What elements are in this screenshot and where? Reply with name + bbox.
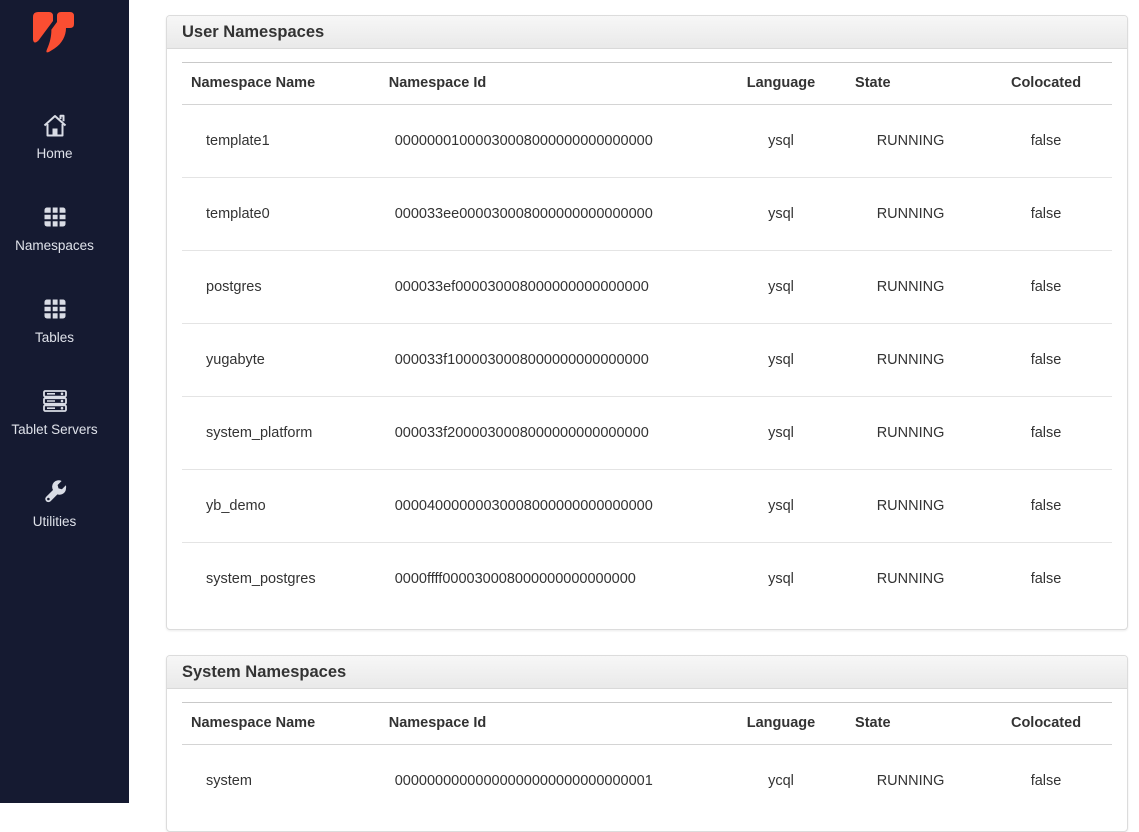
cell-namespace_id: 000033f1000030008000000000000000 bbox=[380, 324, 721, 397]
column-header-colocated: Colocated bbox=[980, 703, 1112, 745]
sidebar-item-namespaces[interactable] bbox=[5, 202, 105, 254]
cell-colocated: false bbox=[980, 324, 1112, 397]
cell-name: system_platform bbox=[182, 397, 380, 470]
cell-name: template0 bbox=[182, 178, 380, 251]
cell-namespace_id: 00004000000030008000000000000000 bbox=[380, 470, 721, 543]
cell-state: RUNNING bbox=[841, 470, 980, 543]
home-icon bbox=[41, 110, 69, 140]
cell-state: RUNNING bbox=[841, 397, 980, 470]
sidebar bbox=[0, 0, 129, 803]
cell-namespace_id: 000033ef000030008000000000000000 bbox=[380, 251, 721, 324]
cell-namespace_id: 000033f2000030008000000000000000 bbox=[380, 397, 721, 470]
cell-language: ycql bbox=[768, 773, 794, 789]
namespaces-icon bbox=[41, 202, 69, 232]
table-row bbox=[182, 397, 1112, 470]
table-row bbox=[182, 745, 1112, 818]
cell-language: ysql bbox=[721, 178, 841, 251]
cell-state: RUNNING bbox=[876, 773, 945, 789]
table-header-row bbox=[182, 703, 1112, 745]
cell-name: system_postgres bbox=[182, 543, 380, 616]
cell-language: ysql bbox=[721, 251, 841, 324]
cell-language: ysql bbox=[721, 543, 841, 616]
user-namespaces-panel bbox=[166, 15, 1128, 630]
namespaces-table bbox=[182, 702, 1112, 817]
cell-name: system bbox=[206, 773, 252, 789]
sidebar-nav bbox=[5, 110, 105, 530]
sidebar-item-home[interactable] bbox=[5, 110, 105, 162]
yugabyte-logo-icon bbox=[33, 12, 77, 54]
cell-language: ysql bbox=[721, 324, 841, 397]
sidebar-item-label: Tablet Servers bbox=[11, 422, 98, 437]
cell-colocated: false bbox=[1030, 773, 1062, 789]
cell-state: RUNNING bbox=[841, 251, 980, 324]
sidebar-item-utilities[interactable] bbox=[5, 478, 105, 530]
cell-namespace_id: 000033ee000030008000000000000000 bbox=[380, 178, 721, 251]
tablet-servers-icon bbox=[41, 386, 69, 416]
cell-colocated: false bbox=[980, 251, 1112, 324]
column-header-language: Language bbox=[721, 703, 841, 745]
column-header-name: Namespace Name bbox=[182, 63, 380, 105]
cell-state: RUNNING bbox=[841, 178, 980, 251]
cell-colocated: false bbox=[980, 178, 1112, 251]
table-row bbox=[182, 543, 1112, 616]
cell-colocated: false bbox=[980, 470, 1112, 543]
cell-language: ysql bbox=[721, 397, 841, 470]
table-row bbox=[182, 324, 1112, 397]
cell-colocated: false bbox=[1030, 133, 1062, 149]
sidebar-item-label: Utilities bbox=[32, 514, 77, 529]
sidebar-item-tables[interactable] bbox=[5, 294, 105, 346]
cell-name: template1 bbox=[206, 133, 270, 149]
cell-namespace_id: 00000001000030008000000000000000 bbox=[394, 133, 653, 149]
yugabyte-logo[interactable] bbox=[33, 12, 77, 54]
system-namespaces-panel bbox=[166, 655, 1128, 832]
column-header-colocated: Colocated bbox=[980, 63, 1112, 105]
table-row bbox=[182, 178, 1112, 251]
table-header-row bbox=[182, 63, 1112, 105]
cell-name: postgres bbox=[182, 251, 380, 324]
cell-language: ysql bbox=[768, 133, 794, 149]
cell-state: RUNNING bbox=[876, 133, 945, 149]
sidebar-item-label: Namespaces bbox=[15, 238, 94, 253]
panel-body bbox=[167, 49, 1127, 629]
tables-icon bbox=[41, 294, 69, 324]
main-content bbox=[129, 0, 1139, 803]
cell-state: RUNNING bbox=[841, 543, 980, 616]
panel-title: System Namespaces bbox=[167, 656, 1127, 689]
cell-language: ysql bbox=[721, 470, 841, 543]
panel-title: User Namespaces bbox=[167, 16, 1127, 49]
column-header-state: State bbox=[841, 63, 980, 105]
table-row bbox=[182, 105, 1112, 178]
cell-colocated: false bbox=[980, 543, 1112, 616]
namespaces-table bbox=[182, 62, 1112, 615]
sidebar-item-label: Home bbox=[36, 146, 73, 161]
panel-body bbox=[167, 689, 1127, 831]
cell-name: yugabyte bbox=[182, 324, 380, 397]
cell-namespace_id: 00000000000000000000000000000001 bbox=[394, 773, 653, 789]
table-row bbox=[182, 470, 1112, 543]
sidebar-item-label: Tables bbox=[34, 330, 75, 345]
cell-name: yb_demo bbox=[182, 470, 380, 543]
column-header-name: Namespace Name bbox=[182, 703, 380, 745]
cell-namespace_id: 0000ffff000030008000000000000000 bbox=[380, 543, 721, 616]
table-row bbox=[182, 251, 1112, 324]
cell-state: RUNNING bbox=[841, 324, 980, 397]
cell-colocated: false bbox=[980, 397, 1112, 470]
utilities-icon bbox=[41, 478, 69, 508]
column-header-namespace_id: Namespace Id bbox=[380, 63, 721, 105]
column-header-namespace_id: Namespace Id bbox=[380, 703, 721, 745]
sidebar-item-tablet-servers[interactable] bbox=[5, 386, 105, 438]
column-header-language: Language bbox=[721, 63, 841, 105]
column-header-state: State bbox=[841, 703, 980, 745]
